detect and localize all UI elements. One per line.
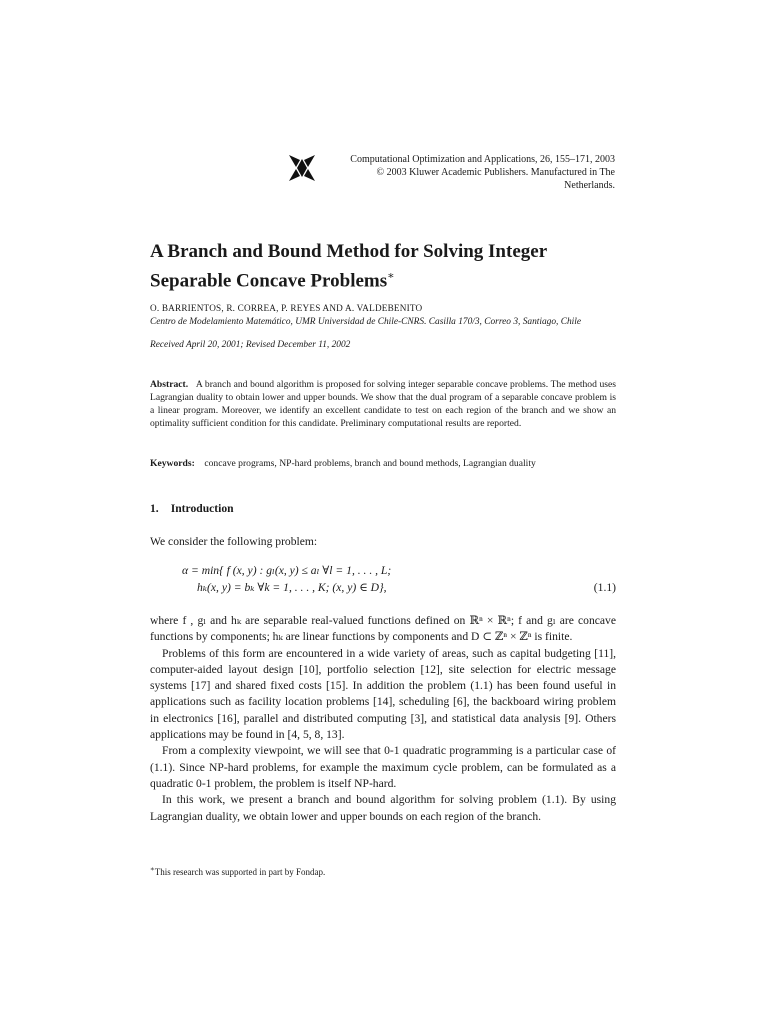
equation-line-2: hₖ(x, y) = bₖ ∀k = 1, . . . , K; (x, y) ∈ D}, [197, 581, 387, 594]
received-dates: Received April 20, 2001; Revised December 11, 2002 [150, 340, 351, 350]
abstract [150, 378, 616, 430]
section-heading [150, 502, 234, 515]
footnote-mark: ∗ [150, 865, 155, 873]
title-footnote-mark: ∗ [387, 270, 395, 282]
section-title: Introduction [170, 502, 234, 515]
journal-citation: Computational Optimization and Applications, 26, 155–171, 2003 [350, 154, 615, 165]
paragraph: where f , gₗ and hₖ are separable real-valued functions defined on ℝⁿ × ℝⁿ; f and gₗ are concave functions by components; hₖ are linear functions by components and D ⊂ ℤⁿ × ℤⁿ is finite. [150, 614, 616, 644]
footnote [150, 865, 325, 877]
paragraph: Problems of this form are encountered in a wide variety of areas, such as capital budgeting [11], computer-aided layout design [10], portfolio selection [12], site selection for electric message systems [17] and shared fixed costs [15]. In addition the problem (1.1) has been found useful in applications such as facility location problems [14], scheduling [6], the backboard wiring problem in electronics [16], parallel and distributed computing [3], and statistical data analysis [9]. Others applications may be found in [4, 5, 8, 13]. [150, 646, 616, 742]
abstract-text: A branch and bound algorithm is proposed for solving integer separable concave problems. The method uses Lagrangian duality to obtain lower and upper bounds. We show that the dual program of a separable concave problem is a linear program. Moreover, we identify an excellent candidate to test on each region of the branch and we show an optimality sufficient condition for this candidate. Preliminary computational results are reported. [150, 379, 617, 429]
title-line-2 [150, 264, 620, 293]
publisher-header [287, 153, 615, 192]
keywords [150, 458, 616, 469]
affiliation: Centro de Modelamiento Matemático, UMR Universidad de Chile-CNRS. Casilla 170/3, Correo 3, Santiago, Chile [150, 317, 582, 327]
publisher-logo-icon [287, 153, 317, 183]
title-line-2-text: Separable Concave Problems [150, 270, 388, 292]
paper-title [150, 240, 620, 293]
footnote-text: This research was supported in part by Fondap. [154, 867, 326, 877]
paragraph: In this work, we present a branch and bound algorithm for solving problem (1.1). By using Lagrangian duality, we obtain lower and upper bounds on each region of the branch. [150, 793, 616, 823]
body-text [150, 613, 616, 825]
author-list: O. BARRIENTOS, R. CORREA, P. REYES AND A. VALDEBENITO [150, 303, 423, 313]
equation-block [150, 563, 616, 599]
copyright-line: © 2003 Kluwer Academic Publishers. Manufactured in The Netherlands. [376, 167, 615, 191]
equation-number: (1.1) [593, 581, 616, 594]
paragraph: From a complexity viewpoint, we will see that 0-1 quadratic programming is a particular case of (1.1). Since NP-hard problems, for example the maximum cycle problem, can be formulated as a quadratic 0-1 problem, the problem is itself NP-hard. [150, 744, 616, 790]
equation-line-1: α = min{ f (x, y) : gₗ(x, y) ≤ aₗ ∀l = 1, . . . , L; [182, 564, 392, 577]
section-number: 1. [150, 502, 159, 515]
abstract-label: Abstract. [150, 379, 189, 390]
intro-sentence: We consider the following problem: [150, 535, 318, 548]
keywords-label: Keywords: [150, 458, 195, 469]
title-line-1: A Branch and Bound Method for Solving Integer [150, 241, 548, 262]
publisher-text [325, 153, 615, 192]
keywords-text: concave programs, NP-hard problems, branch and bound methods, Lagrangian duality [204, 458, 536, 469]
